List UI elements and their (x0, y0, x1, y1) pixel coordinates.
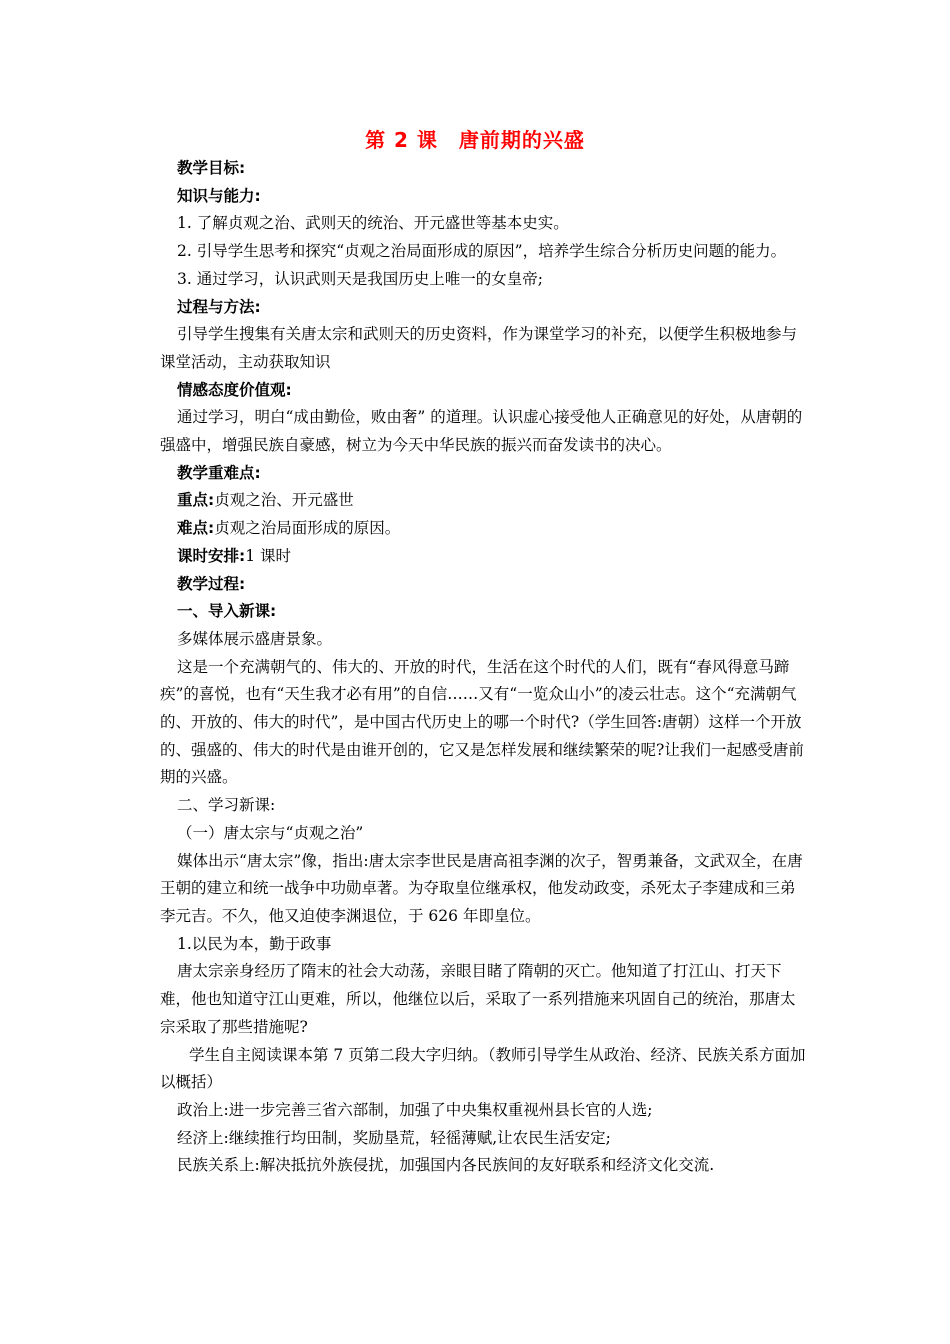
heading-process-method: 过程与方法: (177, 297, 261, 316)
values-paragraph: 通过学习，明白“成由勤俭，败由奢” 的道理。认识虚心接受他人正确意见的好处，从唐朝的强盛中，增强民族自豪感，树立为今天中华民族的振兴而奋发读书的决心。 (160, 408, 803, 455)
section-new-lesson: 二、学习新课: (177, 796, 276, 815)
heading-key-points: 教学重难点: (177, 463, 261, 482)
heading-knowledge-ability: 知识与能力: (177, 186, 261, 205)
schedule-label: 课时安排: (177, 546, 246, 565)
key-point-label: 重点: (177, 491, 215, 510)
subsection-taizong: （一）唐太宗与“贞观之治” (177, 823, 364, 842)
point-1-heading: 1.以民为本，勤于政事 (177, 934, 332, 953)
key-point-text: 贞观之治、开元盛世 (214, 491, 354, 510)
heading-teaching-process: 教学过程: (177, 574, 246, 593)
politics-line: 政治上:进一步完善三省六部制，加强了中央集权重视州县长官的人选; (177, 1100, 653, 1119)
economy-line: 经济上:继续推行均田制，奖励垦荒，轻徭薄赋,让农民生活安定; (177, 1128, 611, 1147)
goal-item-2: 2. 引导学生思考和探究“贞观之治局面形成的原因”，培养学生综合分析历史问题的能力。 (177, 242, 787, 261)
key-point-line (174, 487, 809, 515)
intro-multimedia: 多媒体展示盛唐景象。 (177, 629, 333, 648)
difficulty-text: 贞观之治局面形成的原因。 (214, 519, 401, 538)
ethnic-relations-line: 民族关系上:解决抵抗外族侵扰，加强国内各民族间的友好联系和经济文化交流. (177, 1156, 715, 1175)
lesson-title: 第 2 课 唐前期的兴盛 (365, 128, 585, 152)
goal-item-1: 1. 了解贞观之治、武则天的统治、开元盛世等基本史实。 (177, 214, 569, 233)
taizong-paragraph: 媒体出示“唐太宗”像，指出:唐太宗李世民是唐高祖李渊的次子，智勇兼备，文武双全，在唐王朝的建立和统一战争中功勋卓著。为夺取皇位继承权，他发动政变，杀死太子李建成和三弟李元吉。不久，他又迫使李渊退位，于 626 年即皇位。 (160, 851, 803, 925)
reading-task-paragraph: 学生自主阅读课本第 7 页第二段大字归纳。（教师引导学生从政治、经济、民族关系方面加以概括） (160, 1045, 806, 1092)
difficulty-line (174, 515, 809, 543)
schedule-text: 1 课时 (245, 546, 291, 565)
process-paragraph: 引导学生搜集有关唐太宗和武则天的历史资料，作为课堂学习的补充，以便学生积极地参与课堂活动，主动获取知识 (160, 325, 798, 371)
measures-paragraph: 唐太宗亲身经历了隋末的社会大动荡，亲眼目睹了隋朝的灭亡。他知道了打江山、打天下难，他也知道守江山更难，所以，他继位以后，采取了一系列措施来巩固自己的统治，那唐太宗采取了那些措施呢? (160, 962, 796, 1036)
intro-paragraph: 这是一个充满朝气的、伟大的、开放的时代，生活在这个时代的人们，既有“春风得意马蹄疾”的喜悦，也有“天生我才必有用”的自信……又有“一览众山小”的凌云壮志。这个“充满朝气的、开放的、伟大的时代”，是中国古代历史上的哪一个时代?（学生回答:唐朝）这样一个开放的、强盛的、伟大的时代是由谁开创的，它又是怎样发展和继续繁荣的呢?让我们一起感受唐前期的兴盛。 (160, 657, 804, 787)
heading-teaching-goals: 教学目标: (177, 159, 246, 177)
lesson-body (160, 155, 809, 1180)
heading-values: 情感态度价值观: (177, 380, 292, 399)
goal-item-3: 3. 通过学习，认识武则天是我国历史上唯一的女皇帝; (177, 269, 543, 288)
difficulty-label: 难点: (177, 519, 215, 538)
schedule-line (174, 543, 809, 571)
section-intro: 一、导入新课: (177, 602, 277, 621)
